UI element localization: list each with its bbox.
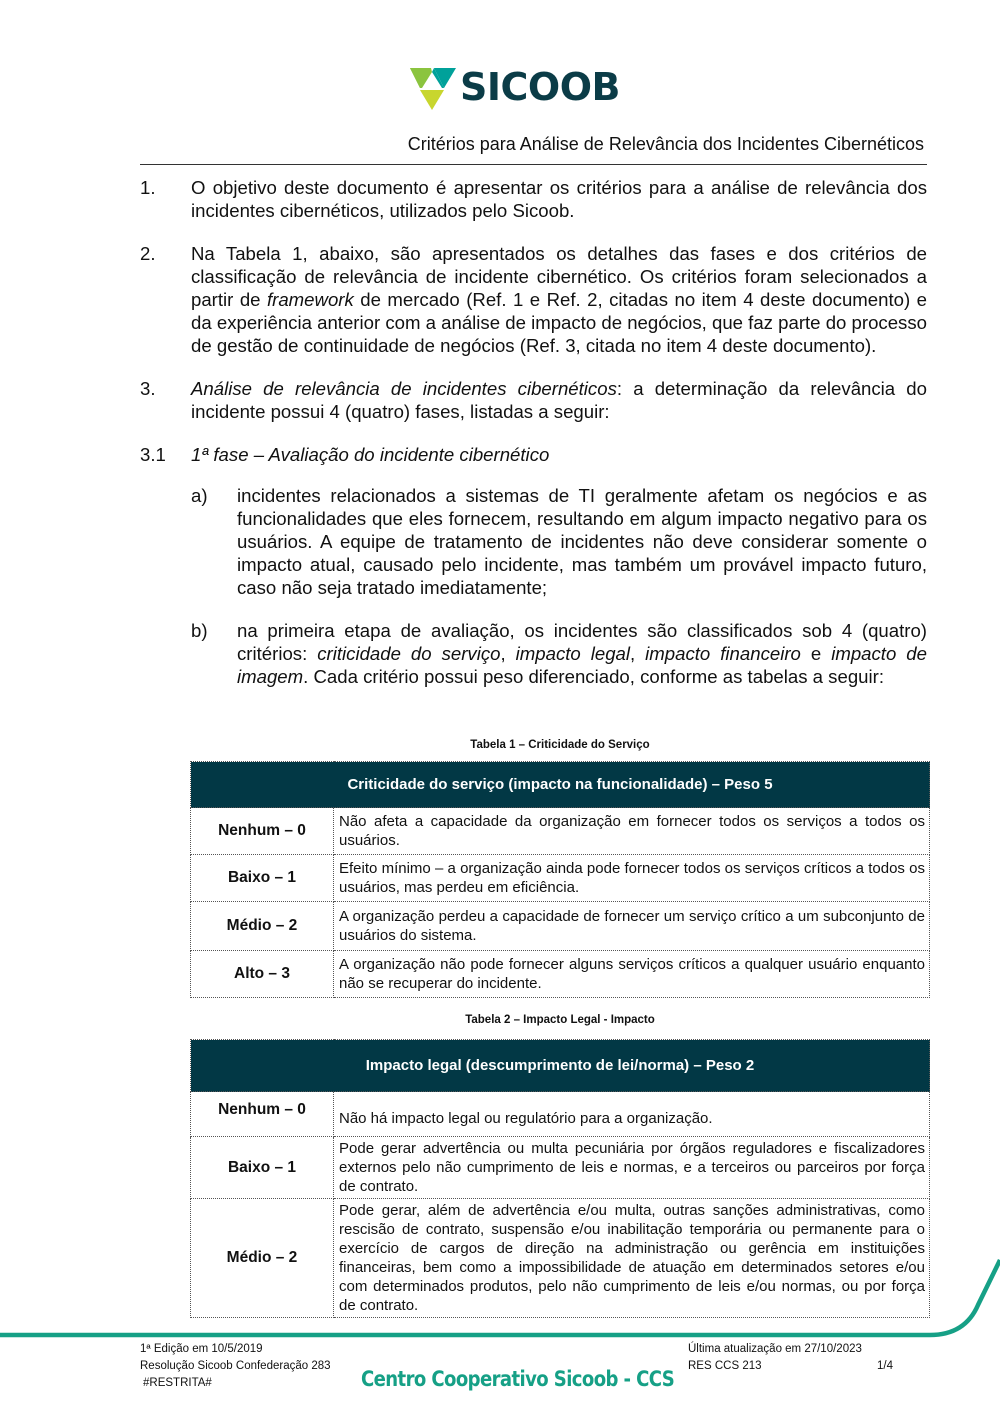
description-cell: Pode gerar, além de advertência e/ou multa, outras sanções administrativas, como rescisão de contrato, suspensão e/ou inabilitação temporária ou permanente para o exercício de cargos de direção na administração ou gerência em instituições financeiras, bem como a impossibilidade de atuação em determinados setores e/ou com determinados produtos, pelo não cumprimento de leis e/ou normas, ou por força de contrato.	[334, 1199, 930, 1318]
classification: #RESTRITA#	[143, 1377, 212, 1389]
section-3	[140, 377, 927, 423]
description-cell: Pode gerar advertência ou multa pecuniária por órgãos reguladores e fiscalizadores externos pelo não cumprimento de leis e normas, e a terceiros ou parceiros por força de contrato.	[334, 1137, 930, 1199]
level-cell: Médio – 2	[191, 1199, 334, 1318]
last-update: Última atualização em 27/10/2023	[688, 1343, 862, 1355]
table-header: Impacto legal (descumprimento de lei/norma) – Peso 2	[191, 1040, 930, 1092]
footer-left	[140, 1341, 331, 1392]
sicoob-triangle-icon	[410, 64, 456, 110]
footer-code-row	[688, 1358, 893, 1375]
subitem-b	[191, 619, 927, 688]
subitem-text: incidentes relacionados a sistemas de TI geralmente afetam os negócios e as funcionalidades que eles fornecem, resultando em algum impacto negativo para os usuários. A equipe de tratamento de incidentes não deve considerar somente o impacto atual, causado pelo incidente, mas também um provável impacto futuro, caso não seja tratado imediatamente;	[237, 485, 927, 598]
table-2-caption: Tabela 2 – Impacto Legal - Impacto	[465, 1014, 655, 1026]
description-cell: A organização não pode fornecer alguns serviços críticos a qualquer usuário enquanto não se recuperar do incidente.	[334, 951, 930, 998]
table-row	[191, 902, 930, 951]
section-number: 3.	[140, 378, 156, 399]
subitem-letter: a)	[191, 485, 208, 506]
section-1	[140, 176, 927, 222]
title-divider	[140, 164, 927, 165]
level-cell: Médio – 2	[191, 902, 334, 951]
footer-brand: Centro Cooperativo Sicoob - CCS	[361, 1367, 675, 1391]
section-text: Na Tabela 1, abaixo, são apresentados os detalhes das fases e dos critérios de classificação de relevância de incidente cibernético. Os critérios foram selecionados a partir de framework de mercado (Ref. 1 e Ref. 2, citadas no item 4 deste documento) e da experiência anterior com a análise de impacto de negócios, que faz parte do processo de gestão de continuidade de negócios (Ref. 3, citada no item 4 deste documento).	[191, 243, 927, 356]
section-text: O objetivo deste documento é apresentar os critérios para a análise de relevância dos incidentes cibernéticos, utilizados pelo Sicoob.	[191, 177, 927, 221]
table-row	[191, 1137, 930, 1199]
section-number: 2.	[140, 243, 156, 264]
document-code: RES CCS 213	[688, 1360, 762, 1372]
section-heading: 1ª fase – Avaliação do incidente cibernético	[191, 444, 550, 465]
description-cell: Não há impacto legal ou regulatório para a organização.	[334, 1092, 930, 1137]
level-cell: Alto – 3	[191, 951, 334, 998]
level-cell: Baixo – 1	[191, 1137, 334, 1199]
page-number: 1/4	[877, 1360, 893, 1372]
document-title: Critérios para Análise de Relevância dos Incidentes Cibernéticos	[407, 134, 924, 154]
table-1-caption: Tabela 1 – Criticidade do Serviço	[470, 739, 650, 751]
table-row	[191, 808, 930, 855]
subitem-letter: b)	[191, 620, 208, 641]
description-cell: Não afeta a capacidade da organização em fornecer todos os serviços a todos os usuários.	[334, 808, 930, 855]
table-header: Criticidade do serviço (impacto na funcionalidade) – Peso 5	[191, 762, 930, 808]
description-cell: Efeito mínimo – a organização ainda pode fornecer todos os serviços críticos a todos os usuários, mas perdeu em eficiência.	[334, 855, 930, 902]
section-text: Análise de relevância de incidentes cibernéticos: a determinação da relevância do incidente possui 4 (quatro) fases, listadas a seguir:	[191, 378, 927, 422]
section-number: 1.	[140, 177, 156, 198]
table-row	[191, 951, 930, 998]
section-2	[140, 242, 927, 357]
subitem-text: na primeira etapa de avaliação, os incidentes são classificados sob 4 (quatro) critérios: criticidade do serviço, impacto legal, impacto financeiro e impacto de imagem. Cada critério possui peso diferenciado, conforme as tabelas a seguir:	[237, 620, 927, 687]
table-row	[191, 855, 930, 902]
footer-right	[688, 1341, 893, 1375]
subitem-a	[191, 484, 927, 599]
level-cell: Nenhum – 0	[191, 1092, 334, 1137]
section-number: 3.1	[140, 444, 166, 465]
sicoob-logo	[410, 62, 620, 112]
table-row	[191, 1092, 930, 1137]
section-3-1	[140, 443, 927, 466]
document-body	[140, 176, 927, 708]
resolution: Resolução Sicoob Confederação 283	[140, 1360, 331, 1372]
level-cell: Nenhum – 0	[191, 808, 334, 855]
edition-date: 1ª Edição em 10/5/2019	[140, 1343, 263, 1355]
table-service-criticality	[190, 761, 930, 998]
footer-teal-curve	[0, 1255, 1000, 1345]
description-cell: A organização perdeu a capacidade de fornecer um serviço crítico a um subconjunto de usuários do sistema.	[334, 902, 930, 951]
level-cell: Baixo – 1	[191, 855, 334, 902]
logo-text: SICOOB	[460, 65, 620, 109]
